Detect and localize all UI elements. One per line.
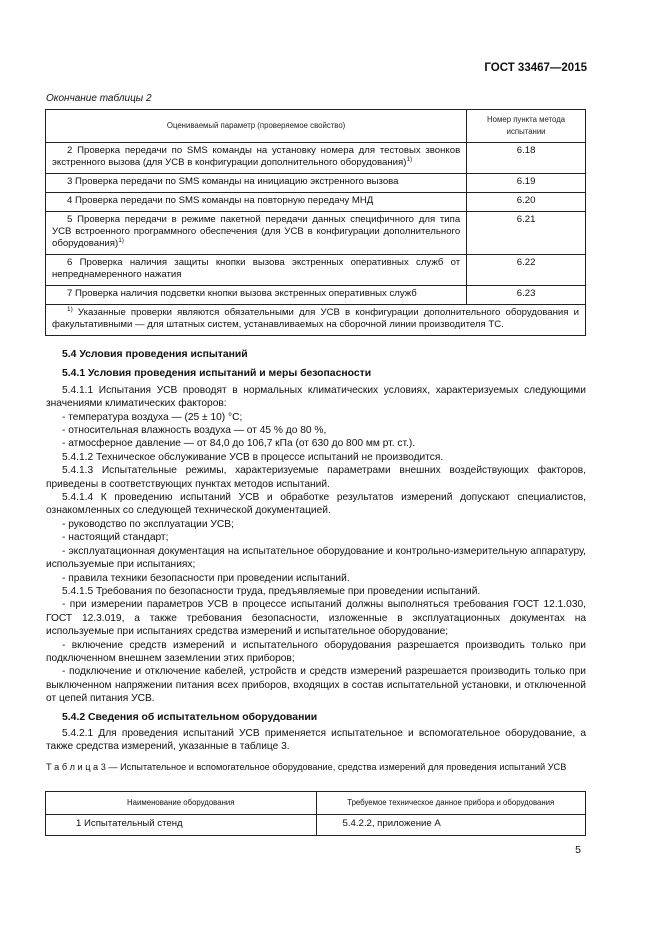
param-cell: 2 Проверка передачи по SMS команды на установку номера для тестовых звонков экстренного вызова (для УСВ в конфигурации дополнительного оборудования)$^{1)}$	[46, 143, 467, 174]
paragraph: 5.4.1.3 Испытательные режимы, характеризуемые параметрами внешних воздействующих факторов, приведены в соответствующих пунктах методов испытаний.	[46, 465, 586, 490]
table-2-header-row	[46, 110, 586, 143]
column-header-name: Наименование оборудования	[46, 792, 317, 815]
list-item: - атмосферное давление — от 84,0 до 106,7 кПа (от 630 до 800 мм рт. ст.).	[62, 438, 416, 450]
table-row	[46, 193, 586, 212]
table3-caption-label: Т а б л и ц а 3	[46, 762, 106, 772]
paragraph: 5.4.2.1 Для проведения испытаний УСВ применяется испытательное и вспомогательное оборудование, а также средства измерений, указанные в таблице 3.	[46, 727, 586, 753]
table-row	[46, 143, 586, 174]
param-cell: 4 Проверка передачи по SMS команды на повторную передачу МНД	[46, 193, 467, 212]
table-3	[45, 791, 586, 836]
list-item: - температура воздуха — (25 ± 10) °С;	[62, 411, 243, 423]
list-item: - руководство по эксплуатации УСВ;	[62, 518, 234, 530]
list-item: - включение средств измерений и испытательного оборудования разрешается производить только при подключенном внешнем заземлении этих приборов;	[46, 639, 586, 664]
paragraph: 5.4.1.5 Требования по безопасности труда, предъявляемые при проведении испытаний.	[62, 585, 481, 597]
heading-5-4: 5.4 Условия проведения испытаний	[62, 349, 248, 360]
column-header-ref: Номер пункта метода испытании	[467, 110, 586, 143]
paragraph: 5.4.1.1 Испытания УСВ проводят в нормальных климатических условиях, характеризуемых следующими значениями климатических факторов:	[46, 384, 586, 410]
list-item: - подключение и отключение кабелей, устройств и средств измерений разрешается производить только при выключенном напряжении питания всех приборов, входящих в состав испытательной установки, и отключенной от цепей питания УСВ.	[46, 666, 586, 705]
table-3-header-row	[46, 792, 586, 815]
ref-cell: 6.18	[467, 143, 586, 174]
ref-cell: 6.23	[467, 286, 586, 305]
footnote-ref: 1)	[118, 237, 124, 244]
table3-caption-text: — Испытательное и вспомогательное оборудование, средства измерений для проведения испытаний УСВ	[105, 762, 567, 772]
paragraph: 5.4.1.4 К проведению испытаний УСВ и обработке результатов измерений допускают специалистов, ознакомленных со следующей технической документацией.	[46, 492, 586, 517]
ref-cell: 6.19	[467, 174, 586, 193]
param-cell: 6 Проверка наличия защиты кнопки вызова экстренных оперативных служб от непреднамеренного нажатия	[46, 255, 467, 286]
req-cell: 5.4.2.2, приложение А	[316, 815, 585, 836]
table-row	[46, 255, 586, 286]
column-header-req: Требуемое техническое данное прибора и оборудования	[316, 792, 585, 815]
list-item: - правила техники безопасности при проведении испытаний.	[62, 572, 350, 584]
param-cell: 3 Проверка передачи по SMS команды на инициацию экстренного вызова	[46, 174, 467, 193]
list-item: - настоящий стандарт;	[62, 532, 169, 544]
footnote-row	[46, 305, 586, 336]
name-cell: 1 Испытательный стенд	[46, 815, 317, 836]
param-cell: 7 Проверка наличия подсветки кнопки вызова экстренных оперативных служб	[46, 286, 467, 305]
table-footnote: $^{1)}$ Указанные проверки являются обязательными для УСВ в конфигурации дополнительного оборудования и факультативными — для штатных систем, устанавливаемых на сборочной линии производителя ТС.	[46, 305, 586, 336]
paragraph: 5.4.1.2 Техническое обслуживание УСВ в процессе испытаний не производится.	[62, 451, 444, 463]
heading-5-4-2: 5.4.2 Сведения об испытательном оборудовании	[62, 711, 318, 723]
footnote-ref: 1)	[406, 156, 413, 163]
list-item: - относительная влажность воздуха — от 45 % до 80 %,	[62, 425, 327, 437]
param-cell: 5 Проверка передачи в режиме пакетной передачи данных специфичного для типа УСВ встроенного программного обеспечения (для УСВ в конфигурации дополнительного оборудования)$^{1)}$	[46, 212, 467, 255]
column-header-param: Оцениваемый параметр (проверяемое свойство)	[46, 110, 467, 143]
table2-caption: Окончание таблицы 2	[46, 93, 152, 104]
section-body	[46, 348, 586, 754]
heading-5-4-1: 5.4.1 Условия проведения испытаний и меры безопасности	[62, 368, 372, 380]
ref-cell: 6.20	[467, 193, 586, 212]
table-row	[46, 815, 586, 836]
list-item: - эксплуатационная документация на испытательное оборудование и контрольно-измерительную аппаратуру, используемые при испытаниях;	[46, 545, 586, 571]
table-row	[46, 174, 586, 193]
list-item: - при измерении параметров УСВ в процессе испытаний должны выполняться требования ГОСТ 12.1.030, ГОСТ 12.3.019, а также требования безопасности, изложенные в эксплуатационных документах на используемые при испытаниях средства измерений и испытательное оборудование;	[46, 599, 586, 638]
document-number: ГОСТ 33467—2015	[484, 62, 587, 74]
ref-cell: 6.22	[467, 255, 586, 286]
table3-caption	[46, 761, 586, 773]
table-row	[46, 212, 586, 255]
table-2	[45, 109, 586, 336]
ref-cell: 6.21	[467, 212, 586, 255]
table-row	[46, 286, 586, 305]
page-number: 5	[575, 844, 581, 856]
